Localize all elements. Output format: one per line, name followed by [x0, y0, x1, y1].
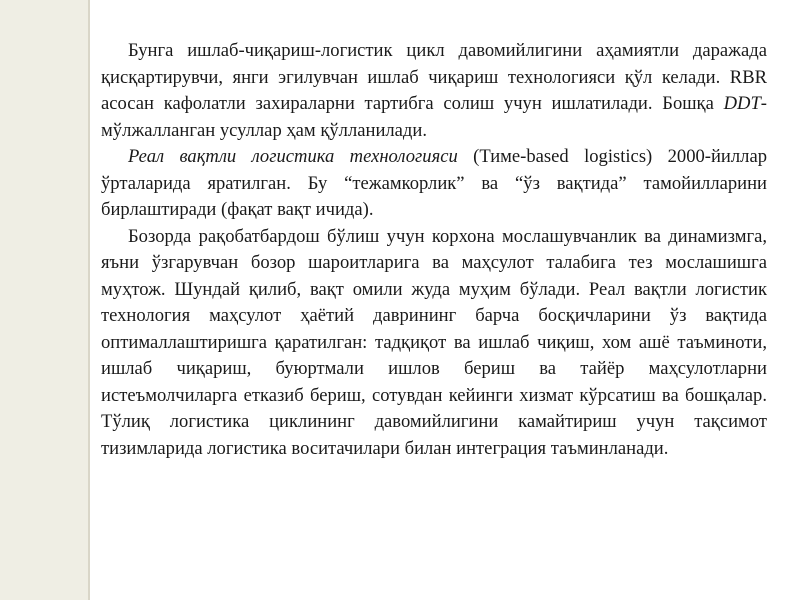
left-band-edge: [88, 0, 90, 600]
paragraph-2-run-1-italic: Реал вақтли логистика технологияси: [128, 146, 458, 167]
paragraph-1-run-3: -мўлжалланган усуллар ҳам қўлланилади.: [101, 93, 767, 141]
paragraph-1-run-1: Бунга ишлаб-чиқариш-логистик цикл давомийлигини аҳамиятли даражада қисқартирувчи, янги эгилувчан ишлаб чиқариш технологияси қўл келади. RBR асосан кафолатли захираларни тартибга солиш учун ишлатилади. Бошқа: [101, 40, 767, 114]
text-body: [101, 38, 767, 462]
paragraph-1-run-2-italic: DDT: [723, 93, 761, 114]
paragraph-2: [101, 144, 767, 224]
paragraph-2-run-2: (Тиме-based logistics) 2000-йиллар ўрталарида яратилган. Бу “тежамкорлик” ва “ўз вақтида” тамойилларини бирлаштиради (фақат вақт ичида).: [101, 146, 767, 220]
paragraph-3: [101, 224, 767, 463]
paragraph-3-run-1: Бозорда рақобатбардош бўлиш учун корхона мослашувчанлик ва динамизмга, яъни ўзгарувчан бозор шароитларига ва маҳсулот талабига тез мослашишга муҳтож. Шундай қилиб, вақт омили жуда муҳим бўлади. Реал вақтли логистик технология маҳсулот ҳаётий даврининг барча босқичларини ўз вақтида оптималлаштиришга қаратилган: тадқиқот ва ишлаб чиқиш, хом ашё таъминоти, ишлаб чиқариш, буюртмали ишлов бериш ва тайёр маҳсулотларни истеъмолчиларга етказиб бериш, сотувдан кейинги хизмат кўрсатиш ва бошқалар. Тўлиқ логистика циклининг давомийлигини камайтириш учун тақсимот тизимларида логистика воситачилари билан интеграция таъминланади.: [101, 225, 767, 459]
paragraph-1: [101, 38, 767, 144]
left-decorative-band: [0, 0, 88, 600]
